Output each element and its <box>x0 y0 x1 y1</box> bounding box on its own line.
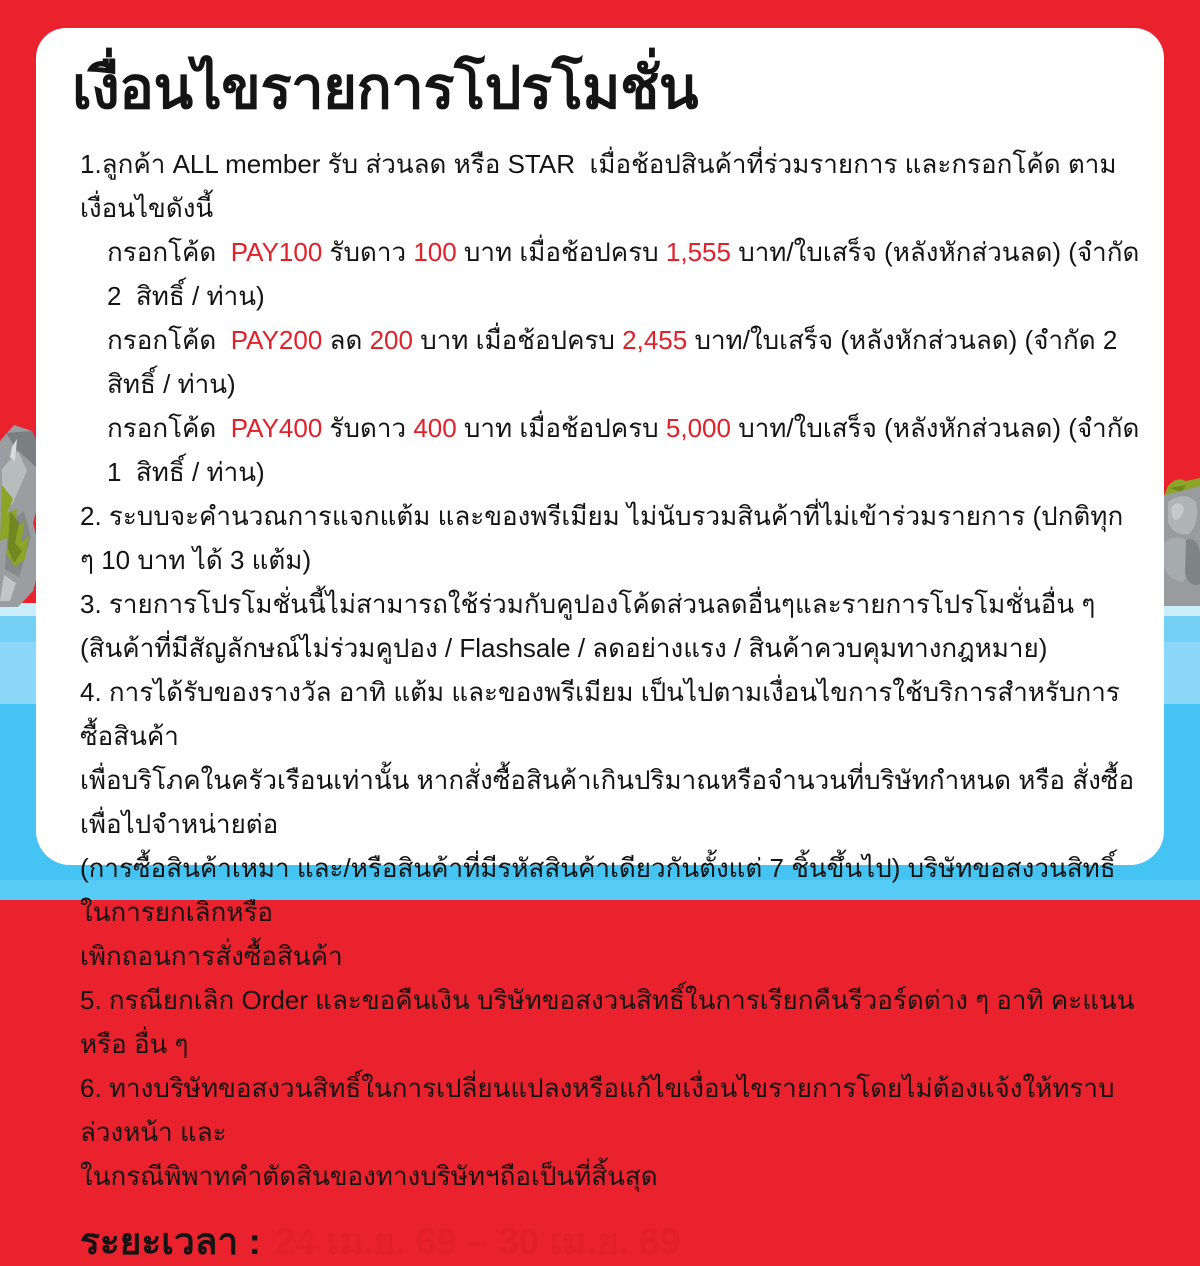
term-segment: 200 <box>369 325 413 355</box>
term-line <box>80 978 1144 1066</box>
term-segment: รับดาว <box>322 237 414 267</box>
page-title: เงื่อนไขรายการโปรโมชั่น <box>72 56 699 121</box>
term-segment: 5,000 <box>665 413 731 443</box>
term-line <box>80 230 1147 318</box>
term-segment: ในกรณีพิพาทคำตัดสินของทางบริษัทฯถือเป็นที่สิ้นสุด <box>80 1161 658 1191</box>
term-segment: กรอกโค้ด <box>107 237 231 267</box>
term-segment: PAY200 <box>230 325 323 355</box>
term-segment: 6. ทางบริษัทขอสงวนสิทธิ์ในการเปลี่ยนแปลงหรือแก้ไขเงื่อนไขรายการโดยไม่ต้องแจ้งให้ทราบล่วงหน้า และ <box>80 1073 1115 1147</box>
term-segment: บาท เมื่อช้อปครบ <box>456 237 666 267</box>
term-segment: ลด <box>322 325 370 355</box>
promo-period-label: ระยะเวลา : <box>80 1221 261 1262</box>
terms-list <box>80 142 1147 1198</box>
term-segment: 5. กรณียกเลิก Order และขอคืนเงิน บริษัทขอสงวนสิทธิ์ในการเรียกคืนรีวอร์ดต่าง ๆ อาทิ คะแนน หรือ อื่น ๆ <box>80 985 1142 1059</box>
term-segment: 1,555 <box>665 237 731 267</box>
term-line <box>80 934 1144 978</box>
term-segment: บาท เมื่อช้อปครบ <box>456 413 666 443</box>
term-line <box>80 582 1144 626</box>
term-segment: กรอกโค้ด <box>107 413 231 443</box>
term-line <box>80 758 1144 846</box>
term-segment: 2. ระบบจะคำนวณการแจกแต้ม และของพรีเมียม ไม่นับรวมสินค้าที่ไม่เข้าร่วมรายการ (ปกติทุก ๆ 10 บาท ได้ 3 แต้ม) <box>80 501 1131 575</box>
promo-period-value: 24 เม.ย. 69 – 30 เม.ย. 69 <box>274 1221 681 1262</box>
term-segment: 2,455 <box>622 325 688 355</box>
term-segment: (สินค้าที่มีสัญลักษณ์ไม่ร่วมคูปอง / Flashsale / ลดอย่างแรง / สินค้าควบคุมทางกฎหมาย) <box>80 633 1048 663</box>
term-segment: บาท/ใบเสร็จ (หลังหักส่วนลด) (จำกัด 2 สิทธิ์ / ท่าน) <box>107 325 1132 399</box>
term-line <box>80 1154 1144 1198</box>
rock-right-decoration <box>1160 476 1200 606</box>
term-segment: PAY400 <box>230 413 323 443</box>
promo-period <box>80 1218 1144 1266</box>
term-segment: PAY100 <box>230 237 323 267</box>
term-line <box>80 318 1144 406</box>
term-segment: (การซื้อสินค้าเหมา และ/หรือสินค้าที่มีรหัสสินค้าเดียวกันตั้งแต่ 7 ชิ้นขึ้นไป) บริษัทขอสงวนสิทธิ์ในการยกเลิกหรือ <box>80 853 1116 927</box>
terms-card <box>36 28 1164 1262</box>
term-segment: 400 <box>413 413 457 443</box>
term-line <box>80 846 1144 934</box>
term-line <box>80 406 1147 494</box>
term-line <box>80 1066 1144 1154</box>
term-segment: 1.ลูกค้า ALL member รับ ส่วนลด หรือ STAR เมื่อช้อปสินค้าที่ร่วมรายการ และกรอกโค้ด ตามเงื่อนไขดังนี้ <box>80 149 1117 223</box>
term-segment: บาท/ใบเสร็จ (หลังหักส่วนลด) (จำกัด 2 สิทธิ์ / ท่าน) <box>107 237 1147 311</box>
term-line <box>80 142 1144 230</box>
term-segment: บาท/ใบเสร็จ (หลังหักส่วนลด) (จำกัด 1 สิทธิ์ / ท่าน) <box>107 413 1147 487</box>
term-segment: 4. การได้รับของรางวัล อาทิ แต้ม และของพรีเมียม เป็นไปตามเงื่อนไขการใช้บริการสำหรับการซื้อสินค้า <box>80 677 1120 751</box>
term-line <box>80 670 1144 758</box>
term-segment: 100 <box>413 237 457 267</box>
term-segment: กรอกโค้ด <box>107 325 231 355</box>
term-segment: เพื่อบริโภคในครัวเรือนเท่านั้น หากสั่งซื้อสินค้าเกินปริมาณหรือจำนวนที่บริษัทกำหนด หรือ สั่งซื้อเพื่อไปจำหน่ายต่อ <box>80 765 1135 839</box>
term-segment: เพิกถอนการสั่งซื้อสินค้า <box>80 941 343 971</box>
term-line <box>80 494 1144 582</box>
term-segment: รับดาว <box>322 413 414 443</box>
term-segment: บาท เมื่อช้อปครบ <box>412 325 623 355</box>
term-line <box>80 626 1144 670</box>
term-segment: 3. รายการโปรโมชั่นนี้ไม่สามารถใช้ร่วมกับคูปองโค้ดส่วนลดอื่นๆและรายการโปรโมชั่นอื่น ๆ <box>80 589 1096 619</box>
